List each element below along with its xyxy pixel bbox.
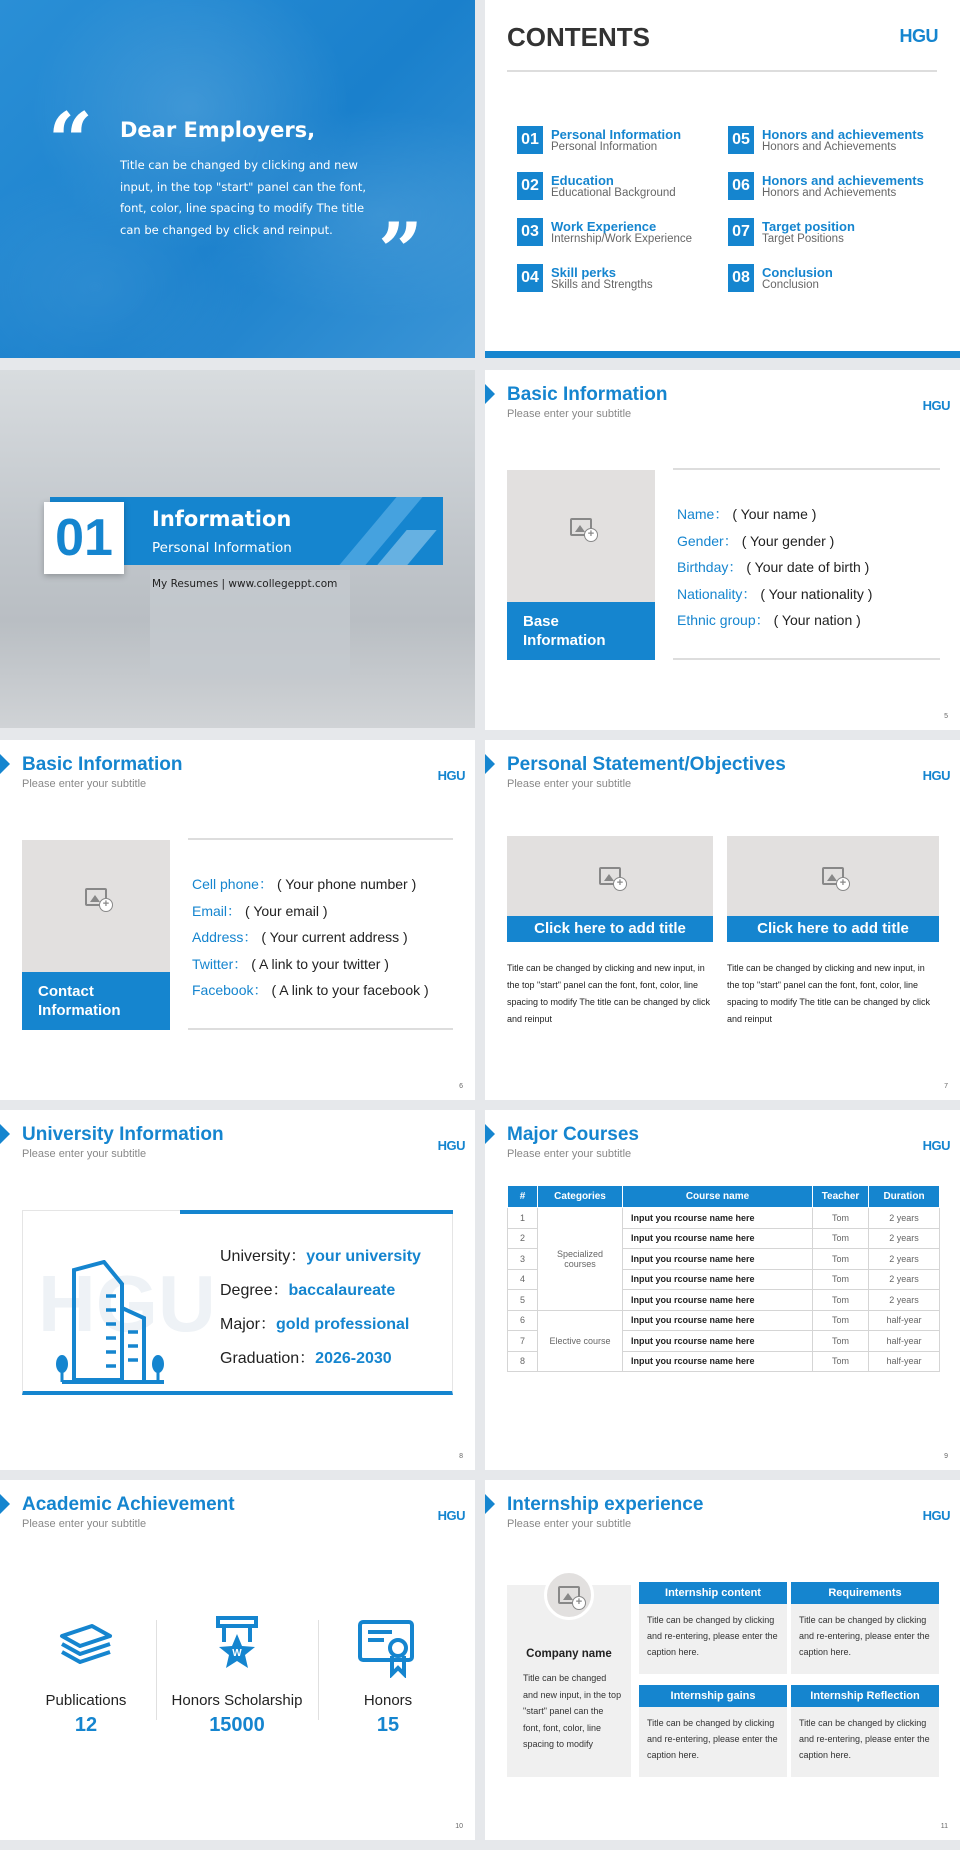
- table-row: [508, 1208, 940, 1229]
- page-number: 8: [459, 1453, 463, 1460]
- medal-icon: [214, 1616, 260, 1674]
- slide-title: Basic Information: [507, 384, 668, 405]
- page-number: 10: [455, 1823, 463, 1830]
- col-header: #: [508, 1186, 538, 1208]
- internship-box: [791, 1582, 939, 1674]
- add-image-icon: [85, 888, 107, 906]
- slide-title: Internship experience: [507, 1494, 704, 1515]
- contents-item-title: Personal Information: [551, 127, 682, 142]
- info-field: [677, 557, 869, 577]
- col-header: Course name: [623, 1186, 813, 1208]
- internship-box-title[interactable]: Requirements: [791, 1582, 939, 1604]
- table-header-row: [508, 1186, 940, 1208]
- building-icon: [52, 1260, 172, 1392]
- contents-item-title: Conclusion: [762, 265, 833, 280]
- slide-title: Academic Achievement: [22, 1494, 235, 1515]
- page-number: 7: [944, 1083, 948, 1090]
- slide-internship-experience[interactable]: [485, 1480, 960, 1840]
- achievement-value: 15: [376, 1714, 400, 1736]
- internship-box-title[interactable]: Internship content: [639, 1582, 787, 1604]
- duration-cell: 2 years: [869, 1228, 940, 1249]
- section-subtitle: Personal Information: [152, 540, 292, 556]
- divider-bottom: [188, 1028, 453, 1030]
- course-name-cell[interactable]: Input you rcourse name here: [623, 1310, 813, 1331]
- col-header: Teacher: [813, 1186, 869, 1208]
- hgu-logo: HGU: [922, 398, 950, 413]
- contents-item-subtitle: Honors and Achievements: [762, 141, 897, 153]
- row-value[interactable]: your university: [306, 1248, 421, 1265]
- statement-body-2: Title can be changed by clicking and new input, in the top "start" panel can the font, font, color, line spacing to modify The title can be changed by click and reinput: [727, 963, 930, 1024]
- info-field: [677, 584, 872, 604]
- title-marker-icon: [485, 754, 495, 774]
- field-label: Ethnic group：: [677, 612, 770, 628]
- contents-title: CONTENTS: [507, 22, 650, 52]
- field-value[interactable]: ( Your nation ): [773, 612, 861, 628]
- field-label: Cell phone：: [192, 876, 273, 892]
- internship-box: [791, 1685, 939, 1777]
- info-field: [192, 927, 408, 947]
- title-marker-icon: [0, 754, 10, 774]
- title-marker-icon: [485, 384, 495, 404]
- field-value[interactable]: ( Your nationality ): [760, 585, 873, 602]
- contents-item-number: 05: [728, 126, 754, 154]
- page-number: 5: [944, 713, 948, 720]
- title-divider: [507, 70, 937, 72]
- course-name-cell[interactable]: Input you rcourse name here: [623, 1331, 813, 1352]
- contents-item-subtitle: Skills and Strengths: [551, 279, 653, 291]
- field-label: Twitter：: [192, 955, 248, 972]
- course-name-cell[interactable]: Input you rcourse name here: [623, 1249, 813, 1270]
- certificate-icon: [358, 1620, 418, 1678]
- company-description: Title can be changed and new input, in the top "start" panel can the font, font, color, line spacing to modify: [523, 1673, 622, 1749]
- row-number: 5: [508, 1290, 538, 1311]
- field-value[interactable]: ( Your phone number ): [276, 876, 417, 892]
- duration-cell: 2 years: [869, 1249, 940, 1270]
- books-icon: [58, 1622, 114, 1670]
- page-number: 11: [940, 1823, 948, 1830]
- row-value[interactable]: 2026-2030: [315, 1350, 392, 1367]
- university-row: [220, 1277, 395, 1300]
- duration-cell: 2 years: [869, 1290, 940, 1311]
- university-row: [220, 1311, 409, 1334]
- row-number: 8: [508, 1351, 538, 1372]
- divider-top: [673, 468, 940, 470]
- hgu-watermark: HGU: [38, 1259, 216, 1348]
- row-number: 6: [508, 1310, 538, 1331]
- card-top-accent: [180, 1210, 453, 1214]
- slide-contents[interactable]: [485, 0, 960, 358]
- close-quote-icon: ”: [378, 206, 423, 297]
- teacher-cell: Tom: [813, 1351, 869, 1372]
- contents-item-title: Work Experience: [551, 219, 657, 234]
- slide-subtitle: Please enter your subtitle: [507, 408, 632, 420]
- contents-item[interactable]: [728, 172, 938, 202]
- course-name-cell[interactable]: Input you rcourse name here: [623, 1208, 813, 1229]
- course-name-cell[interactable]: Input you rcourse name here: [623, 1269, 813, 1290]
- greeting-heading: Dear Employers,: [120, 118, 316, 142]
- info-field: [677, 504, 816, 524]
- row-number: 2: [508, 1228, 538, 1249]
- slide-subtitle: Please enter your subtitle: [22, 778, 147, 790]
- contents-item-subtitle: Personal Information: [551, 141, 658, 153]
- university-row: [220, 1345, 392, 1368]
- hgu-logo: HGU: [922, 1508, 950, 1523]
- courses-table: [507, 1185, 940, 1372]
- company-name: Company name: [526, 1648, 612, 1660]
- contents-item-number: 02: [517, 172, 543, 200]
- hgu-logo: HGU: [437, 1138, 465, 1153]
- internship-box-body: Title can be changed by clicking and re-entering, please enter the caption here.: [791, 1604, 939, 1674]
- field-label: Gender：: [677, 532, 738, 549]
- company-logo-circle[interactable]: [544, 1570, 594, 1620]
- divider-bottom: [673, 658, 940, 660]
- statement-image-1[interactable]: [507, 836, 713, 916]
- card-label: Contact Information: [38, 983, 121, 1019]
- slide-title: University Information: [22, 1124, 224, 1145]
- hgu-logo: HGU: [899, 26, 938, 46]
- page-number: 9: [944, 1453, 948, 1460]
- slide-section-01[interactable]: [0, 370, 475, 728]
- card-label: Base Information: [523, 613, 606, 649]
- contents-item-subtitle: Honors and Achievements: [762, 187, 897, 199]
- contents-item-title: Education: [551, 173, 614, 188]
- section-footer: My Resumes | www.collegeppt.com: [152, 578, 338, 590]
- contents-item-number: 03: [517, 218, 543, 246]
- achievement-label: Honors: [363, 1692, 413, 1709]
- duration-cell: 2 years: [869, 1208, 940, 1229]
- row-value[interactable]: gold professional: [276, 1316, 410, 1333]
- svg-text:W: W: [232, 1648, 242, 1659]
- open-quote-icon: “: [48, 96, 93, 187]
- title-marker-icon: [0, 1124, 10, 1144]
- slide-title: Basic Information: [22, 754, 183, 775]
- teacher-cell: Tom: [813, 1249, 869, 1270]
- contents-item-number: 04: [517, 264, 543, 292]
- col-header: Duration: [869, 1186, 940, 1208]
- row-label: Degree：: [220, 1282, 289, 1299]
- field-label: Nationality：: [677, 585, 757, 602]
- field-value[interactable]: ( A link to your facebook ): [271, 982, 429, 998]
- course-name-cell[interactable]: Input you rcourse name here: [623, 1351, 813, 1372]
- add-image-icon: [822, 867, 844, 885]
- teacher-cell: Tom: [813, 1331, 869, 1352]
- info-field: [192, 874, 416, 894]
- achievement-label: Honors Scholarship: [171, 1692, 303, 1709]
- teacher-cell: Tom: [813, 1208, 869, 1229]
- course-name-cell[interactable]: Input you rcourse name here: [623, 1290, 813, 1311]
- hgu-logo: HGU: [922, 768, 950, 783]
- bottom-accent-bar: [485, 351, 960, 358]
- field-value[interactable]: ( Your date of birth ): [746, 559, 870, 575]
- contents-item[interactable]: [517, 126, 727, 156]
- teacher-cell: Tom: [813, 1310, 869, 1331]
- contents-item[interactable]: [517, 264, 727, 294]
- row-number: 7: [508, 1331, 538, 1352]
- contents-item[interactable]: [728, 126, 938, 156]
- row-label: University：: [220, 1248, 307, 1265]
- divider-top: [188, 838, 453, 840]
- slide-subtitle: Please enter your subtitle: [22, 1518, 147, 1530]
- info-field: [192, 954, 389, 974]
- slide-title: Personal Statement/Objectives: [507, 754, 786, 775]
- field-value[interactable]: ( Your email ): [245, 902, 328, 919]
- page-number: 6: [459, 1083, 463, 1090]
- table-row: [508, 1310, 940, 1331]
- internship-box-title[interactable]: Internship gains: [639, 1685, 787, 1707]
- field-label: Birthday：: [677, 559, 743, 575]
- title-marker-icon: [485, 1494, 495, 1514]
- info-field: [192, 901, 328, 921]
- contents-item[interactable]: [728, 218, 938, 248]
- slide-academic-achievement[interactable]: [0, 1480, 475, 1840]
- achievement-label: Publications: [45, 1692, 127, 1709]
- achievement-value: 15000: [209, 1714, 265, 1736]
- field-value[interactable]: ( Your current address ): [261, 929, 408, 945]
- contents-item[interactable]: [517, 172, 727, 202]
- col-header: Categories: [538, 1186, 623, 1208]
- contents-item[interactable]: [728, 264, 938, 294]
- info-field: [677, 610, 861, 630]
- duration-cell: 2 years: [869, 1269, 940, 1290]
- greeting-body: Title can be changed by clicking and new input, in the top "start" panel can the font, font, color, line spacing to modify The title can be changed by click and reinput.: [120, 158, 367, 237]
- photo-placeholder[interactable]: [507, 470, 655, 660]
- hgu-logo: HGU: [437, 1508, 465, 1523]
- row-number: 4: [508, 1269, 538, 1290]
- row-value[interactable]: baccalaureate: [288, 1282, 396, 1299]
- statement-image-2[interactable]: [727, 836, 939, 916]
- field-value[interactable]: ( Your gender ): [741, 532, 835, 549]
- teacher-cell: Tom: [813, 1228, 869, 1249]
- internship-box-body: Title can be changed by clicking and re-entering, please enter the caption here.: [639, 1604, 787, 1674]
- contents-item-title: Target position: [762, 219, 855, 234]
- field-value[interactable]: ( A link to your twitter ): [251, 955, 389, 972]
- photo-placeholder[interactable]: [22, 840, 170, 1030]
- contents-item-title: Honors and achievements: [762, 127, 924, 142]
- info-field: [192, 980, 429, 1000]
- contents-item-title: Skill perks: [551, 265, 617, 280]
- hgu-logo: HGU: [922, 1138, 950, 1153]
- slide-subtitle: Please enter your subtitle: [507, 1148, 632, 1160]
- slide-subtitle: Please enter your subtitle: [22, 1148, 147, 1160]
- internship-box: [639, 1582, 787, 1674]
- field-label: Facebook：: [192, 982, 268, 998]
- internship-box: [639, 1685, 787, 1777]
- add-image-icon: [599, 867, 621, 885]
- add-image-icon: [570, 518, 592, 536]
- contents-item-number: 07: [728, 218, 754, 246]
- university-row: [220, 1243, 421, 1266]
- section-title: Information: [152, 507, 292, 531]
- slide-university-information[interactable]: [0, 1110, 475, 1470]
- row-number: 1: [508, 1208, 538, 1229]
- slide-subtitle: Please enter your subtitle: [507, 1518, 632, 1530]
- duration-cell: half-year: [869, 1310, 940, 1331]
- slide-subtitle: Please enter your subtitle: [507, 778, 632, 790]
- category-cell: Elective course: [538, 1310, 623, 1372]
- field-label: Name：: [677, 506, 729, 522]
- teacher-cell: Tom: [813, 1290, 869, 1311]
- section-number: 01: [55, 509, 113, 567]
- internship-box-body: Title can be changed by clicking and re-entering, please enter the caption here.: [791, 1707, 939, 1777]
- contents-item[interactable]: [517, 218, 727, 248]
- contents-item-title: Honors and achievements: [762, 173, 924, 188]
- title-marker-icon: [0, 1494, 10, 1514]
- slide-contact-information[interactable]: [0, 740, 475, 1100]
- contents-item-number: 06: [728, 172, 754, 200]
- row-number: 3: [508, 1249, 538, 1270]
- statement-title-1[interactable]: Click here to add title: [507, 916, 713, 942]
- row-label: Major：: [220, 1316, 277, 1333]
- slide-personal-statement[interactable]: [485, 740, 960, 1100]
- field-label: Address：: [192, 929, 258, 945]
- contents-item-subtitle: Internship/Work Experience: [551, 233, 693, 245]
- contents-item-number: 01: [517, 126, 543, 154]
- add-image-icon: [558, 1586, 580, 1604]
- statement-body-1: Title can be changed by clicking and new input, in the top "start" panel can the font, font, color, line spacing to modify The title can be changed by click and reinput: [507, 963, 710, 1024]
- statement-title-2[interactable]: Click here to add title: [727, 916, 939, 942]
- info-field: [677, 531, 834, 551]
- duration-cell: half-year: [869, 1331, 940, 1352]
- slide-major-courses[interactable]: [485, 1110, 960, 1470]
- internship-box-title[interactable]: Internship Reflection: [791, 1685, 939, 1707]
- slide-title: Major Courses: [507, 1124, 639, 1145]
- achievement-value: 12: [74, 1714, 98, 1736]
- teacher-cell: Tom: [813, 1269, 869, 1290]
- hgu-logo: HGU: [437, 768, 465, 783]
- slide-dear-employers[interactable]: [0, 0, 475, 358]
- category-cell: Specialized courses: [538, 1208, 623, 1311]
- duration-cell: half-year: [869, 1351, 940, 1372]
- course-name-cell[interactable]: Input you rcourse name here: [623, 1228, 813, 1249]
- row-label: Graduation：: [220, 1350, 316, 1367]
- contents-item-subtitle: Target Positions: [762, 233, 844, 245]
- title-marker-icon: [485, 1124, 495, 1144]
- slide-basic-information[interactable]: [485, 370, 960, 730]
- contents-item-subtitle: Conclusion: [762, 279, 819, 291]
- internship-box-body: Title can be changed by clicking and re-entering, please enter the caption here.: [639, 1707, 787, 1777]
- field-value[interactable]: ( Your name ): [732, 506, 817, 522]
- contents-item-number: 08: [728, 264, 754, 292]
- field-label: Email：: [192, 902, 242, 919]
- contents-item-subtitle: Educational Background: [551, 187, 676, 199]
